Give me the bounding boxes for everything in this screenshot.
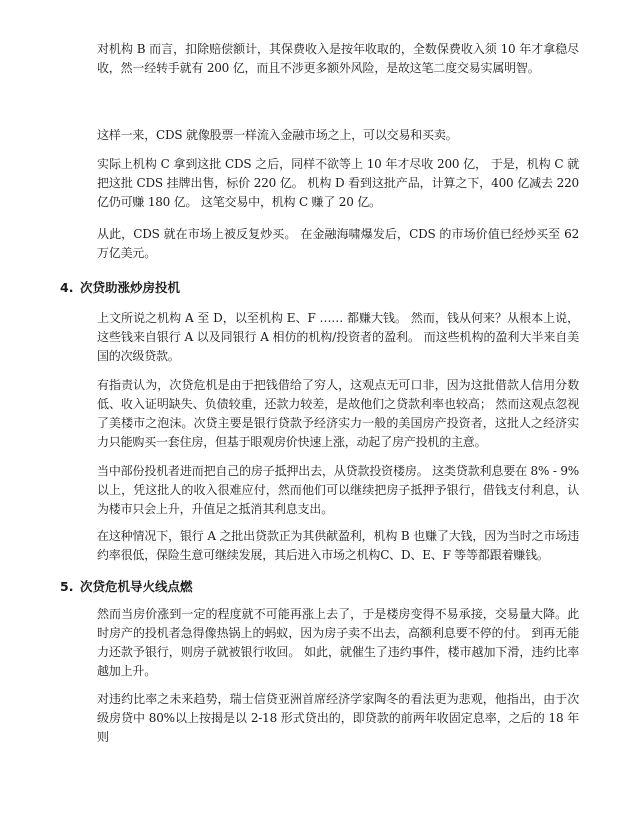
paragraph-mortgage-speculation: 当中部份投机者进而把自己的房子抵押出去，从贷款投资楼房。 这类贷款利息要在 8% - 9%以上，凭这批人的收入很难应付，然而他们可以继续把房子抵押予银行，借钱支付利息，认为楼市只会上升，升值足之抵消其利息支出。 bbox=[97, 464, 579, 516]
section-5-number: 5. bbox=[60, 579, 74, 594]
paragraph-subprime-blame: 有指责认为，次贷危机是由于把钱借给了穷人，这观点无可口非，因为这批借款人信用分数低、收入证明缺失、负债较重，还款力较差，是故他们之贷款利率也较高； 然而这观点忽视了美楼市之泡沫。次贷主要是银行贷款予经济实力一般的美国房产投资者，这批人之经济实力只能购买一套住房，但基于眼观房价快速上涨，动起了房产投机的主意。 bbox=[97, 378, 579, 449]
paragraph-cds-market-value: 从此，CDS 就在市场上被反复炒买。 在金融海啸爆发后，CDS 的市场价值已经炒买至 62 万亿美元。 bbox=[97, 227, 579, 260]
paragraph-institution-c: 实际上机构 C 拿到这批 CDS 之后，同样不欲等上 10 年才尽收 200 亿， 于是，机构 C 就把这批 CDS 挂牌出售，标价 220 亿。 机构 D 看到这批产品，计算之下，400 亿减去 220 亿仍可赚 180 亿。 这笔交易中，机构 C 赚了 20 亿。 bbox=[97, 157, 579, 209]
section-4-number: 4. bbox=[60, 280, 74, 295]
paragraph-default-trend: 对违约比率之未来趋势，瑞士信贷亚洲首席经济学家陶冬的看法更为悲观，他指出，由于次级房贷中 80%以上按揭是以 2-18 形式贷出的，即贷款的前两年收固定息率，之后的 18 年则 bbox=[97, 692, 579, 744]
paragraph-bank-profits: 在这种情况下，银行 A 之批出贷款正为其供献盈利，机构 B 也赚了大钱，因为当时之市场违约率很低，保险生意可继续发展，其后进入市场之机构C、D、E、F 等等都跟着赚钱。 bbox=[97, 529, 579, 562]
paragraph-profit-source: 上文所说之机构 A 至 D，以至机构 E、F …… 都赚大钱。 然而，钱从何来？从根本上说，这些钱来自银行 A 以及同银行 A 相仿的机构/投资者的盈利。 而这些机构的盈利大半来自美国的次级贷款。 bbox=[97, 311, 579, 363]
paragraph-housing-collapse: 然而当房价涨到一定的程度就不可能再涨上去了，于是楼房变得不易承接，交易量大降。此时房产的投机者急得像热锅上的蚂蚁，因为房子卖不出去，高额利息要不停的付。 到再无能力还款予银行，则房子就被银行收回。 如此，就催生了违约事件，楼市越加下滑，违约比率越加上升。 bbox=[97, 607, 579, 678]
paragraph-institution-b: 对机构 B 而言，扣除赔偿额计，其保费收入是按年收取的，全数保费收入须 10 年才拿稳尽收，然一经转手就有 200 亿，而且不涉更多额外风险，是故这笔二度交易实属明智。 bbox=[97, 42, 579, 75]
paragraph-cds-trading: 这样一来，CDS 就像股票一样流入金融市场之上，可以交易和买卖。 bbox=[97, 128, 458, 142]
section-5-title: 次贷危机导火线点燃 bbox=[80, 579, 193, 594]
section-4-title: 次贷助涨炒房投机 bbox=[80, 280, 181, 295]
section-4-heading bbox=[60, 279, 580, 297]
section-5-heading bbox=[60, 578, 580, 596]
